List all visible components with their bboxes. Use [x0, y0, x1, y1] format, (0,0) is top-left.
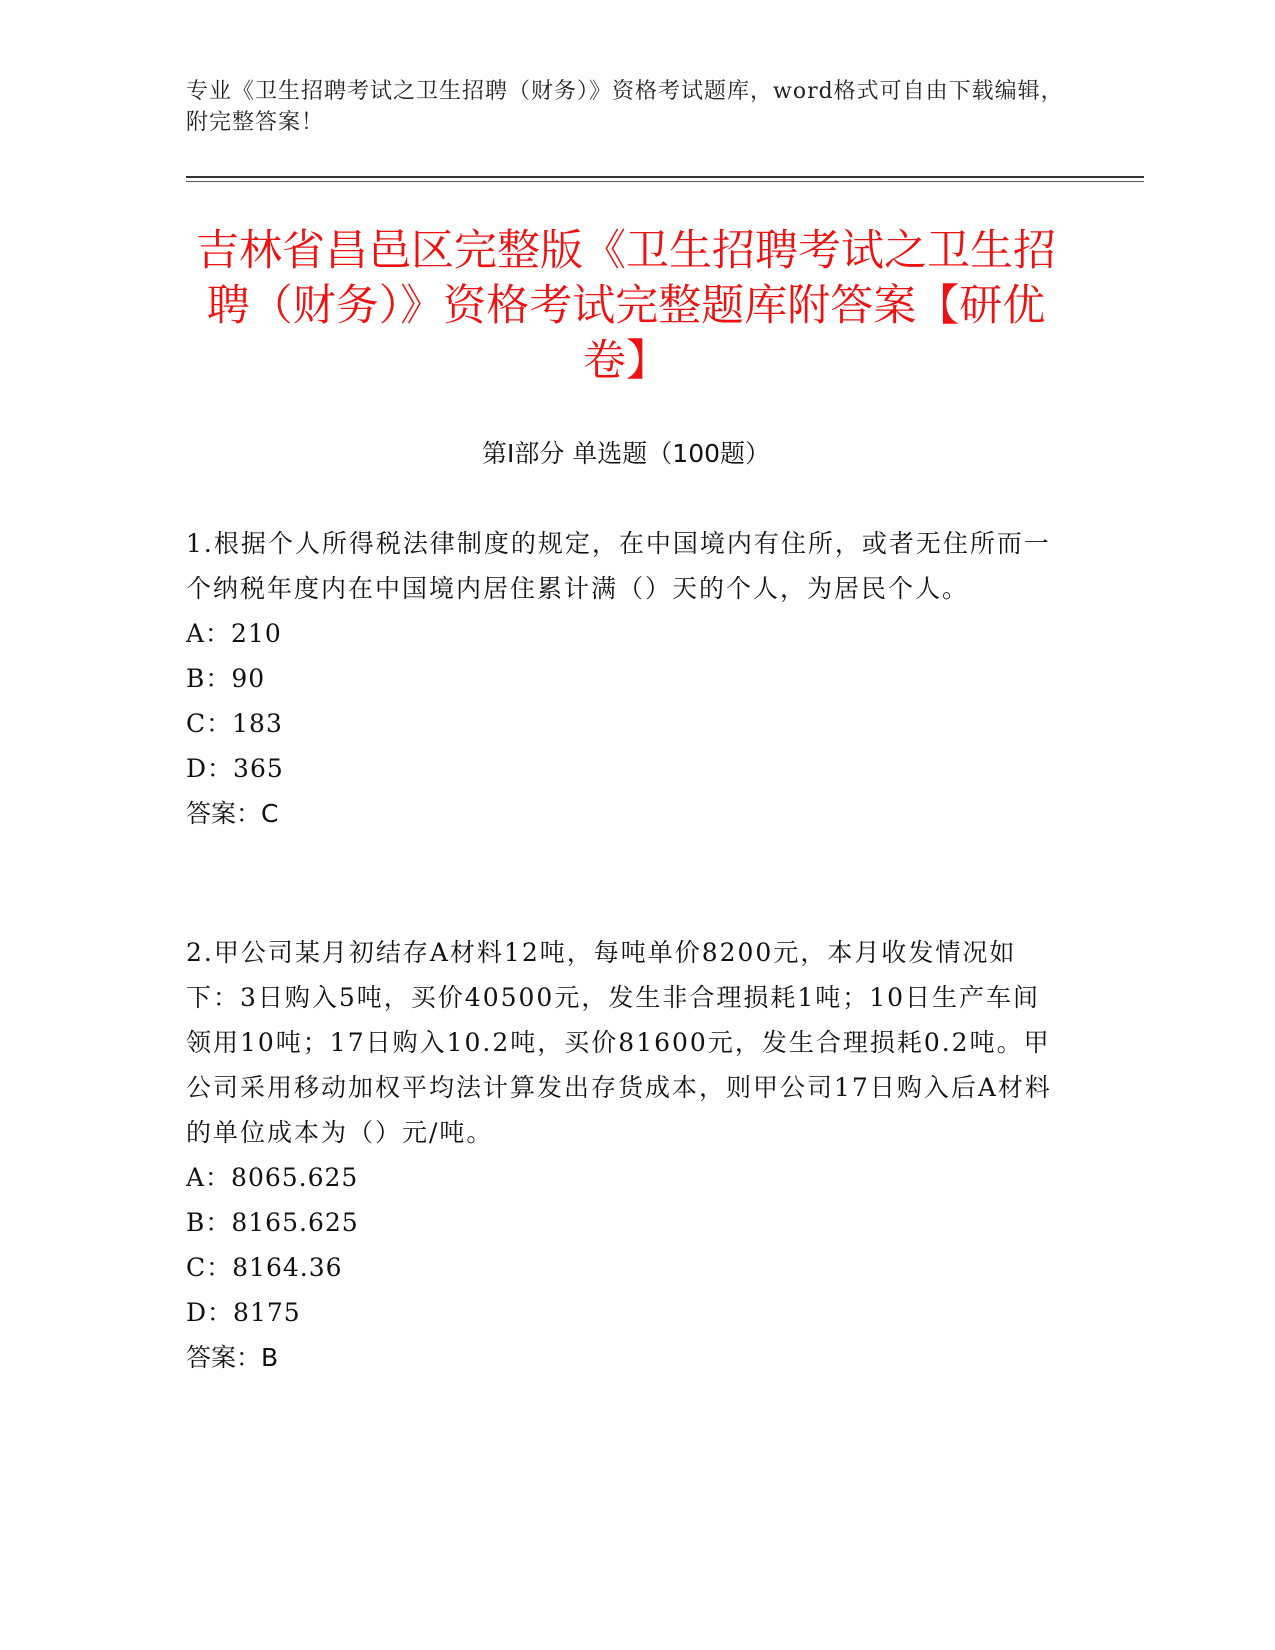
- option-a: A：8065.625: [186, 1163, 359, 1192]
- header-divider-thick: [186, 176, 1144, 178]
- answer-label: 答案：C: [186, 799, 279, 828]
- question-stem: 1.根据个人所得税法律制度的规定，在中国境内有住所，或者无住所而一个纳税年度内在中国境内居住累计满（）天的个人，为居民个人。: [186, 529, 1051, 603]
- answer-label: 答案：B: [186, 1343, 279, 1372]
- section-heading: 第Ⅰ部分 单选题（100题）: [481, 439, 771, 468]
- document-title: 吉林省昌邑区完整版《卫生招聘考试之卫生招聘（财务）》资格考试完整题库附答案【研优卷】: [196, 226, 1056, 386]
- question-item: [186, 930, 1066, 1380]
- option-b: B：8165.625: [186, 1208, 359, 1237]
- question-stem: 2.甲公司某月初结存A材料12吨，每吨单价8200元，本月收发情况如下：3日购入5吨，买价40500元，发生非合理损耗1吨；10日生产车间领用10吨；17日购入10.2吨，买价81600元，发生合理损耗0.2吨。甲公司采用移动加权平均法计算发出存货成本，则甲公司17日购入后A材料的单位成本为（）元/吨。: [186, 938, 1052, 1147]
- option-d: D：8175: [186, 1298, 301, 1327]
- question-item: [186, 521, 1066, 836]
- header-divider-thin: [186, 181, 1144, 182]
- option-a: A：210: [186, 619, 282, 648]
- option-c: C：183: [186, 709, 283, 738]
- option-c: C：8164.36: [186, 1253, 343, 1282]
- option-b: B：90: [186, 664, 266, 693]
- option-d: D：365: [186, 754, 284, 783]
- header-note: 专业《卫生招聘考试之卫生招聘（财务）》资格考试题库，word格式可自由下载编辑，附完整答案！: [186, 79, 1064, 135]
